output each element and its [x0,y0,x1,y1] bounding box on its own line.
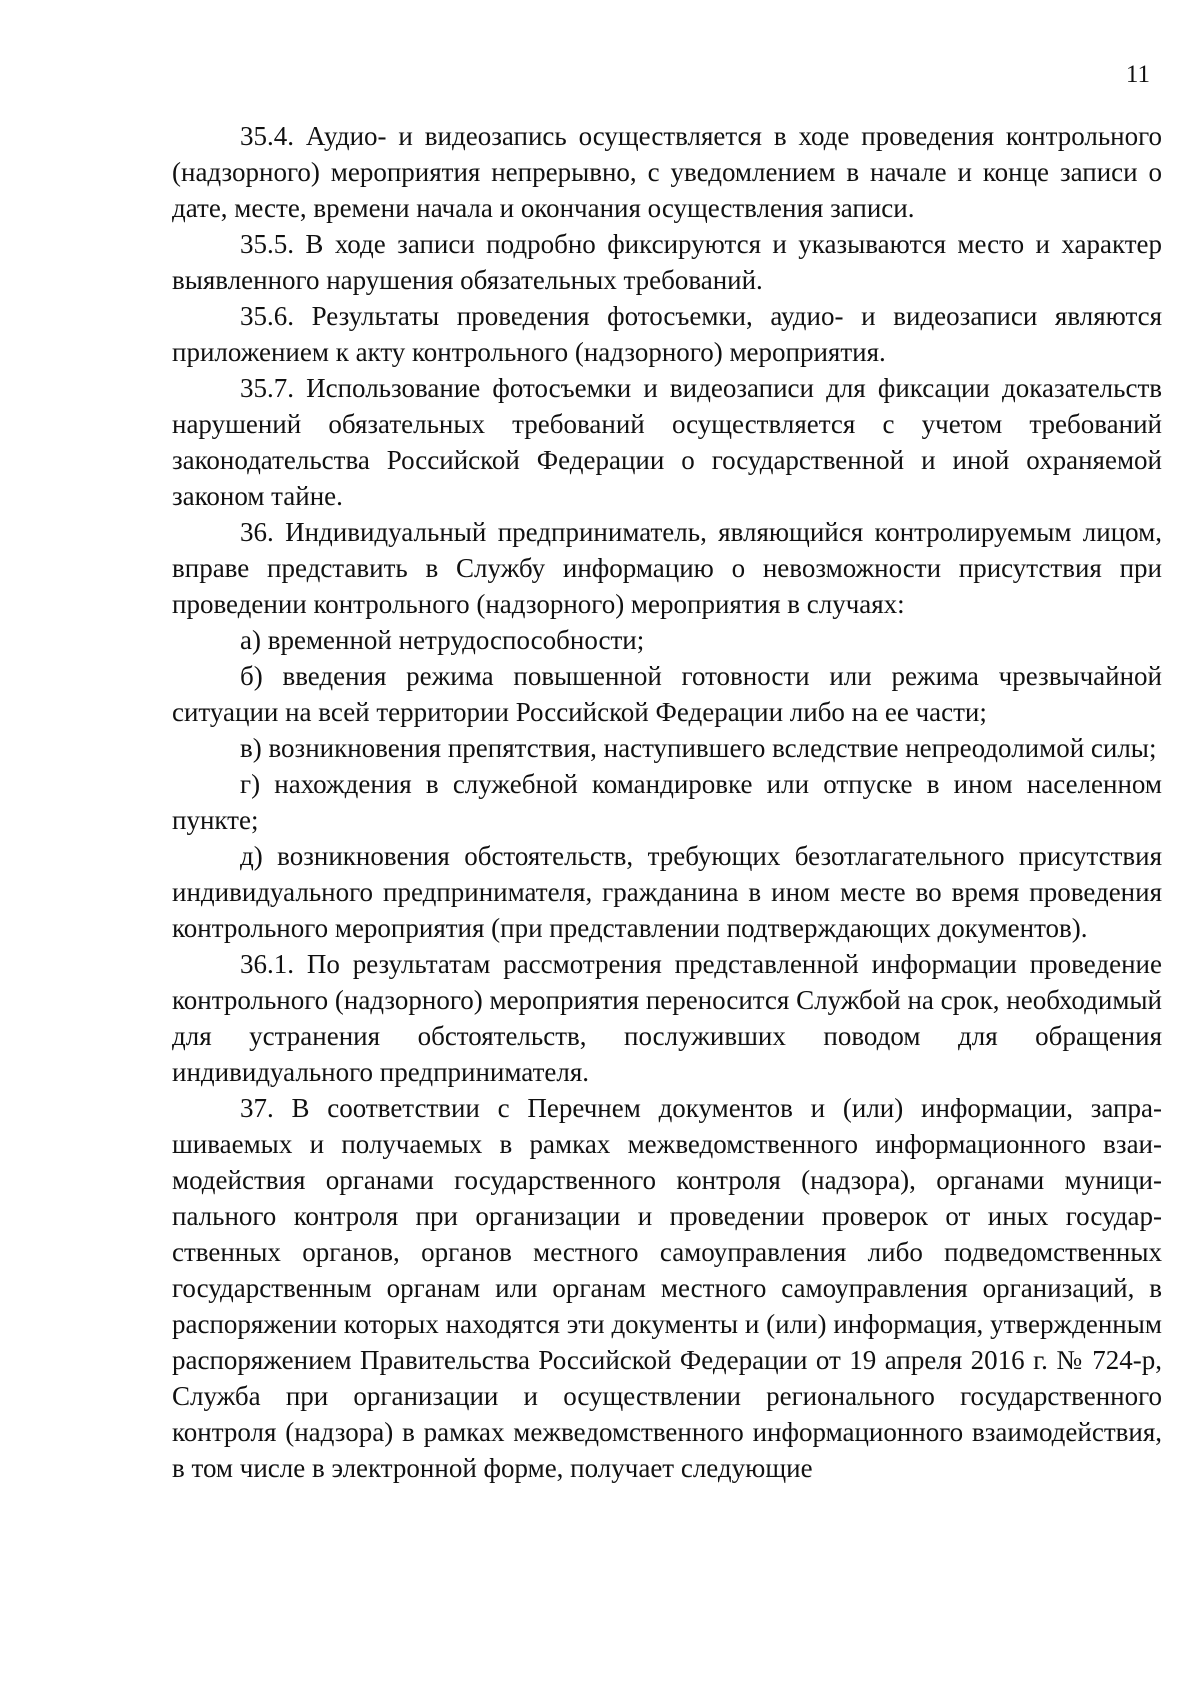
paragraph-37: 37. В соответствии с Перечнем документов и (или) информации, запрашиваемых и получаемых в рамках межведомственного информационного взаимодействия органами государственного контроля (надзора), органами муниципального контроля при организации и проведении проверок от иных государственных органов, органов местного самоуправления либо подведомственных государственным органам или органам местного самоуправления организаций, в распоряжении которых находятся эти документы и (или) информация, утвержденным распоряжением Правительства Российской Федерации от 19 апреля 2016 г. № 724-р, Служба при организации и осуществлении регионального государственного контроля (надзора) в рамках межведомственного информационного взаимодействия, в том числе в электронной форме, получает следующие [172,1093,1162,1483]
paragraph-35-6: 35.6. Результаты проведения фотосъемки, аудио- и видеозаписи являются приложением к акту контрольного (надзорного) мероприятия. [172,301,1162,367]
list-item-b: б) введения режима повышенной готовности или режима чрезвычайной ситуации на всей территории Российской Федерации либо на ее части; [172,661,1162,727]
list-item-d: д) возникновения обстоятельств, требующих безотлагательного присутствия индивидуального предпринимателя, гражданина в ином месте во время проведения контрольного мероприятия (при представлении подтверждающих документов). [172,841,1162,943]
paragraph-36-1: 36.1. По результатам рассмотрения представленной информации проведение контрольного (надзорного) мероприятия переносится Службой на срок, необходимый для устранения обстоятельств, послуживших поводом для обращения индивидуального предпринимателя. [172,949,1162,1087]
paragraph-36: 36. Индивидуальный предприниматель, являющийся контролируемым лицом, вправе представить в Службу информацию о невозможности присутствия при проведении контрольного (надзорного) мероприятия в случаях: [172,517,1162,619]
list-item-g: г) нахождения в служебной командировке или отпуске в ином населенном пункте; [172,769,1162,835]
list-item-v: в) возникновения препятствия, наступившего вследствие непреодолимой силы; [240,733,1157,763]
document-body [172,118,1162,1486]
page-number: 11 [1125,61,1150,88]
paragraph-35-7: 35.7. Использование фотосъемки и видеозаписи для фиксации доказательств нарушений обязательных требований осуществляется с учетом требований законодательства Российской Федерации о государственной и иной охраняемой законом тайне. [172,373,1162,511]
list-item-a: а) временной нетрудоспособности; [240,625,645,655]
paragraph-35-5: 35.5. В ходе записи подробно фиксируются и указываются место и характер выявленного нарушения обязательных требований. [172,229,1162,295]
paragraph-35-4: 35.4. Аудио- и видеозапись осуществляется в ходе проведения контрольного (надзорного) мероприятия непрерывно, с уведомлением в начале и конце записи о дате, месте, времени начала и окончания осуществления записи. [172,121,1162,223]
